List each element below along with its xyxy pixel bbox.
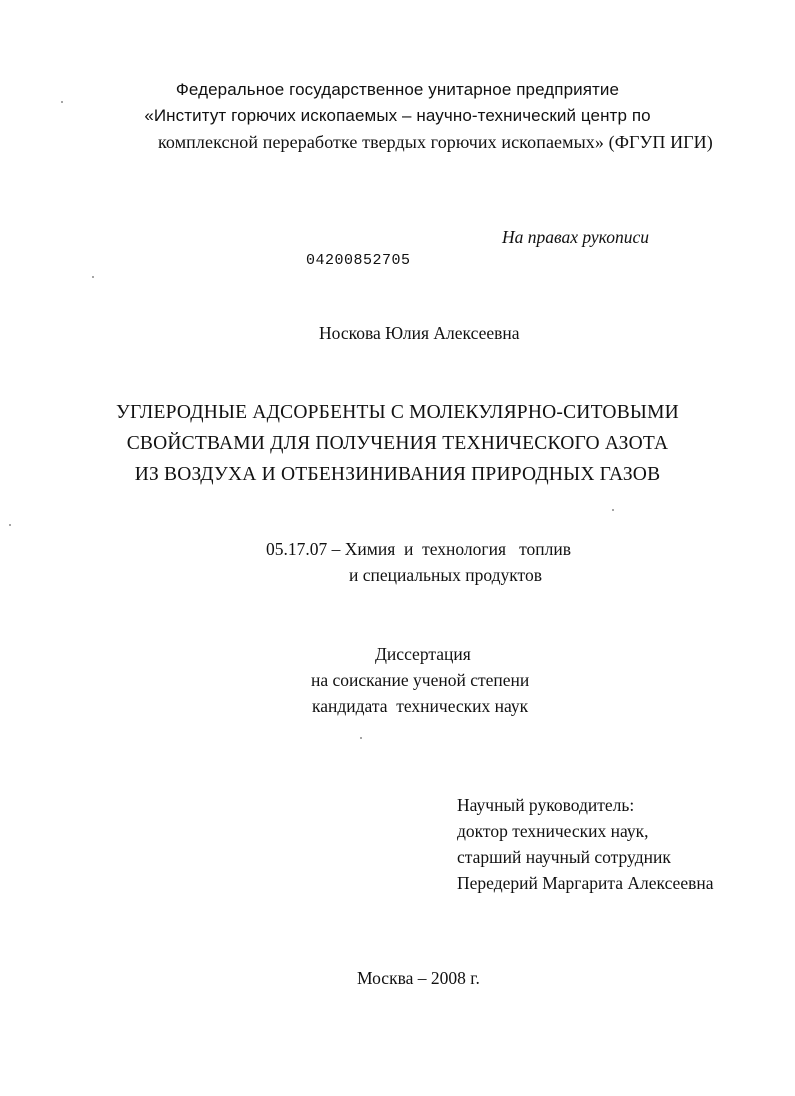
specialty-line-1: 05.17.07 – Химия и технология топлив xyxy=(266,539,572,559)
title-line-3: ИЗ ВОЗДУХА И ОТБЕНЗИНИВАНИЯ ПРИРОДНЫХ ГАЗОВ xyxy=(134,464,661,485)
dissertation-degree-line-2: кандидата технических наук xyxy=(312,696,529,716)
manuscript-rights: На правах рукописи xyxy=(502,227,649,247)
scan-speck xyxy=(61,101,63,103)
organization-line-3: комплексной переработке твердых горючих ископаемых» (ФГУП ИГИ) xyxy=(158,132,713,152)
place-year: Москва – 2008 г. xyxy=(357,968,480,988)
dissertation-label: Диссертация xyxy=(375,644,471,664)
supervisor-label: Научный руководитель: xyxy=(457,795,635,815)
supervisor-position: старший научный сотрудник xyxy=(457,847,671,867)
registration-number: 04200852705 xyxy=(306,252,411,269)
supervisor-degree: доктор технических наук, xyxy=(457,821,649,841)
specialty-line-2: и специальных продуктов xyxy=(349,565,542,585)
organization-line-2: «Институт горючих ископаемых – научно-технический центр по xyxy=(144,106,651,125)
author-name: Носкова Юлия Алексеевна xyxy=(319,323,520,343)
title-line-2: СВОЙСТВАМИ ДЛЯ ПОЛУЧЕНИЯ ТЕХНИЧЕСКОГО АЗОТА xyxy=(126,433,669,454)
scan-speck xyxy=(92,276,94,278)
scan-speck xyxy=(612,509,614,511)
dissertation-degree-line-1: на соискание ученой степени xyxy=(311,670,530,690)
scan-speck xyxy=(9,524,11,526)
scan-speck xyxy=(360,737,362,739)
organization-line-1: Федеральное государственное унитарное предприятие xyxy=(175,80,620,99)
supervisor-name: Передерий Маргарита Алексеевна xyxy=(457,873,714,893)
title-line-1: УГЛЕРОДНЫЕ АДСОРБЕНТЫ С МОЛЕКУЛЯРНО-СИТОВЫМИ xyxy=(116,402,679,423)
